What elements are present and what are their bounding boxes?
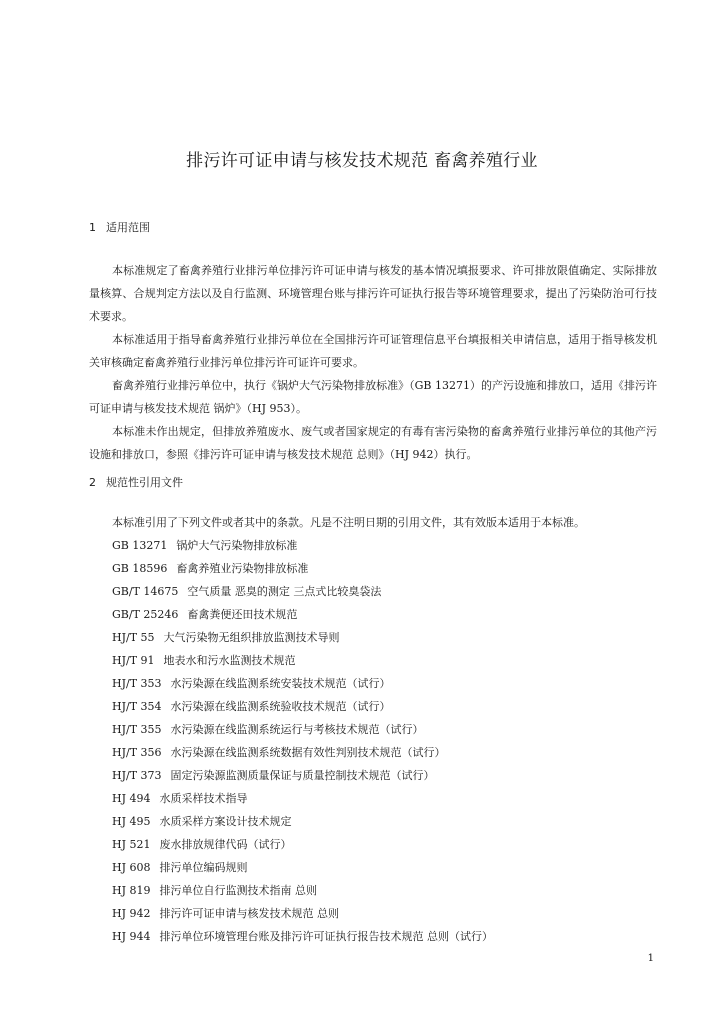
- reference-item: [112, 741, 672, 764]
- reference-name: 废水排放规律代码（试行）: [159, 838, 292, 851]
- section-1-paragraph: 畜禽养殖行业排污单位中，执行《锅炉大气污染物排放标准》（GB 13271）的产污设施和排放口，适用《排污许可证申请与核发技术规范 锅炉》（HJ 953）。: [89, 379, 657, 415]
- reference-item: [112, 695, 672, 718]
- reference-name: 畜禽粪便还田技术规范: [187, 608, 298, 621]
- reference-name: 水污染源在线监测系统运行与考核技术规范（试行）: [170, 723, 424, 736]
- section-2-number: 2: [89, 476, 96, 489]
- reference-code: GB 18596: [112, 562, 168, 575]
- reference-name: 空气质量 恶臭的测定 三点式比较臭袋法: [187, 585, 382, 598]
- reference-code: GB/T 25246: [112, 608, 179, 621]
- reference-code: HJ/T 355: [112, 723, 162, 736]
- section-1-body: [89, 259, 657, 466]
- reference-item: [112, 718, 672, 741]
- reference-name: 排污单位编码规则: [159, 861, 248, 874]
- reference-code: GB 13271: [112, 539, 168, 552]
- section-1-paragraph: 本标准未作出规定，但排放养殖废水、废气或者国家规定的有毒有害污染物的畜禽养殖行业排污单位的其他产污设施和排放口，参照《排污许可证申请与核发技术规范 总则》（HJ 942）执行。: [89, 425, 657, 461]
- section-2-heading: [89, 474, 183, 490]
- reference-item: [112, 649, 672, 672]
- section-2-title: 规范性引用文件: [106, 476, 183, 489]
- reference-item: [112, 787, 672, 810]
- reference-name: 锅炉大气污染物排放标准: [176, 539, 298, 552]
- reference-name: 水污染源在线监测系统数据有效性判别技术规范（试行）: [170, 746, 446, 759]
- reference-item: [112, 534, 672, 557]
- reference-item: [112, 833, 672, 856]
- reference-code: GB/T 14675: [112, 585, 179, 598]
- section-1-paragraph: 本标准规定了畜禽养殖行业排污单位排污许可证申请与核发的基本情况填报要求、许可排放限值确定、实际排放量核算、合规判定方法以及自行监测、环境管理台账与排污许可证执行报告等环境管理要求，提出了污染防治可行技术要求。: [89, 264, 657, 323]
- section-1-paragraph: 本标准适用于指导畜禽养殖行业排污单位在全国排污许可证管理信息平台填报相关申请信息，适用于指导核发机关审核确定畜禽养殖行业排污单位排污许可证许可要求。: [89, 333, 657, 369]
- reference-name: 排污单位自行监测技术指南 总则: [159, 884, 317, 897]
- reference-code: HJ 494: [112, 792, 151, 805]
- reference-name: 地表水和污水监测技术规范: [163, 654, 296, 667]
- document-title: 排污许可证申请与核发技术规范 畜禽养殖行业: [186, 151, 538, 171]
- reference-code: HJ 495: [112, 815, 151, 828]
- reference-item: [112, 902, 672, 925]
- reference-name: 水污染源在线监测系统验收技术规范（试行）: [170, 700, 391, 713]
- reference-item: [112, 810, 672, 833]
- reference-item: [112, 603, 672, 626]
- reference-name: 固定污染源监测质量保证与质量控制技术规范（试行）: [170, 769, 435, 782]
- reference-code: HJ 521: [112, 838, 151, 851]
- reference-list: [112, 534, 672, 948]
- reference-name: 水质采样方案设计技术规定: [159, 815, 292, 828]
- section-1-heading: [89, 219, 150, 235]
- section-2-intro: 本标准引用了下列文件或者其中的条款。凡是不注明日期的引用文件，其有效版本适用于本标准。: [112, 516, 585, 529]
- reference-name: 大气污染物无组织排放监测技术导则: [163, 631, 340, 644]
- reference-item: [112, 764, 672, 787]
- reference-name: 水污染源在线监测系统安装技术规范（试行）: [170, 677, 391, 690]
- reference-code: HJ 608: [112, 861, 151, 874]
- reference-code: HJ/T 91: [112, 654, 155, 667]
- reference-item: [112, 626, 672, 649]
- reference-code: HJ 942: [112, 907, 151, 920]
- reference-name: 排污许可证申请与核发技术规范 总则: [159, 907, 339, 920]
- reference-item: [112, 580, 672, 603]
- section-1-number: 1: [89, 221, 96, 234]
- reference-item: [112, 672, 672, 695]
- reference-item: [112, 557, 672, 580]
- reference-name: 畜禽养殖业污染物排放标准: [176, 562, 309, 575]
- reference-item: [112, 925, 672, 948]
- reference-item: [112, 879, 672, 902]
- reference-code: HJ/T 55: [112, 631, 155, 644]
- reference-code: HJ/T 354: [112, 700, 162, 713]
- reference-code: HJ/T 353: [112, 677, 162, 690]
- reference-code: HJ/T 356: [112, 746, 162, 759]
- reference-code: HJ 819: [112, 884, 151, 897]
- page-number: 1: [647, 953, 654, 964]
- section-1-title: 适用范围: [106, 221, 150, 234]
- section-2-intro-block: [89, 511, 657, 534]
- reference-code: HJ/T 373: [112, 769, 162, 782]
- reference-name: 排污单位环境管理台账及排污许可证执行报告技术规范 总则（试行）: [159, 930, 493, 943]
- reference-item: [112, 856, 672, 879]
- reference-code: HJ 944: [112, 930, 151, 943]
- reference-name: 水质采样技术指导: [159, 792, 248, 805]
